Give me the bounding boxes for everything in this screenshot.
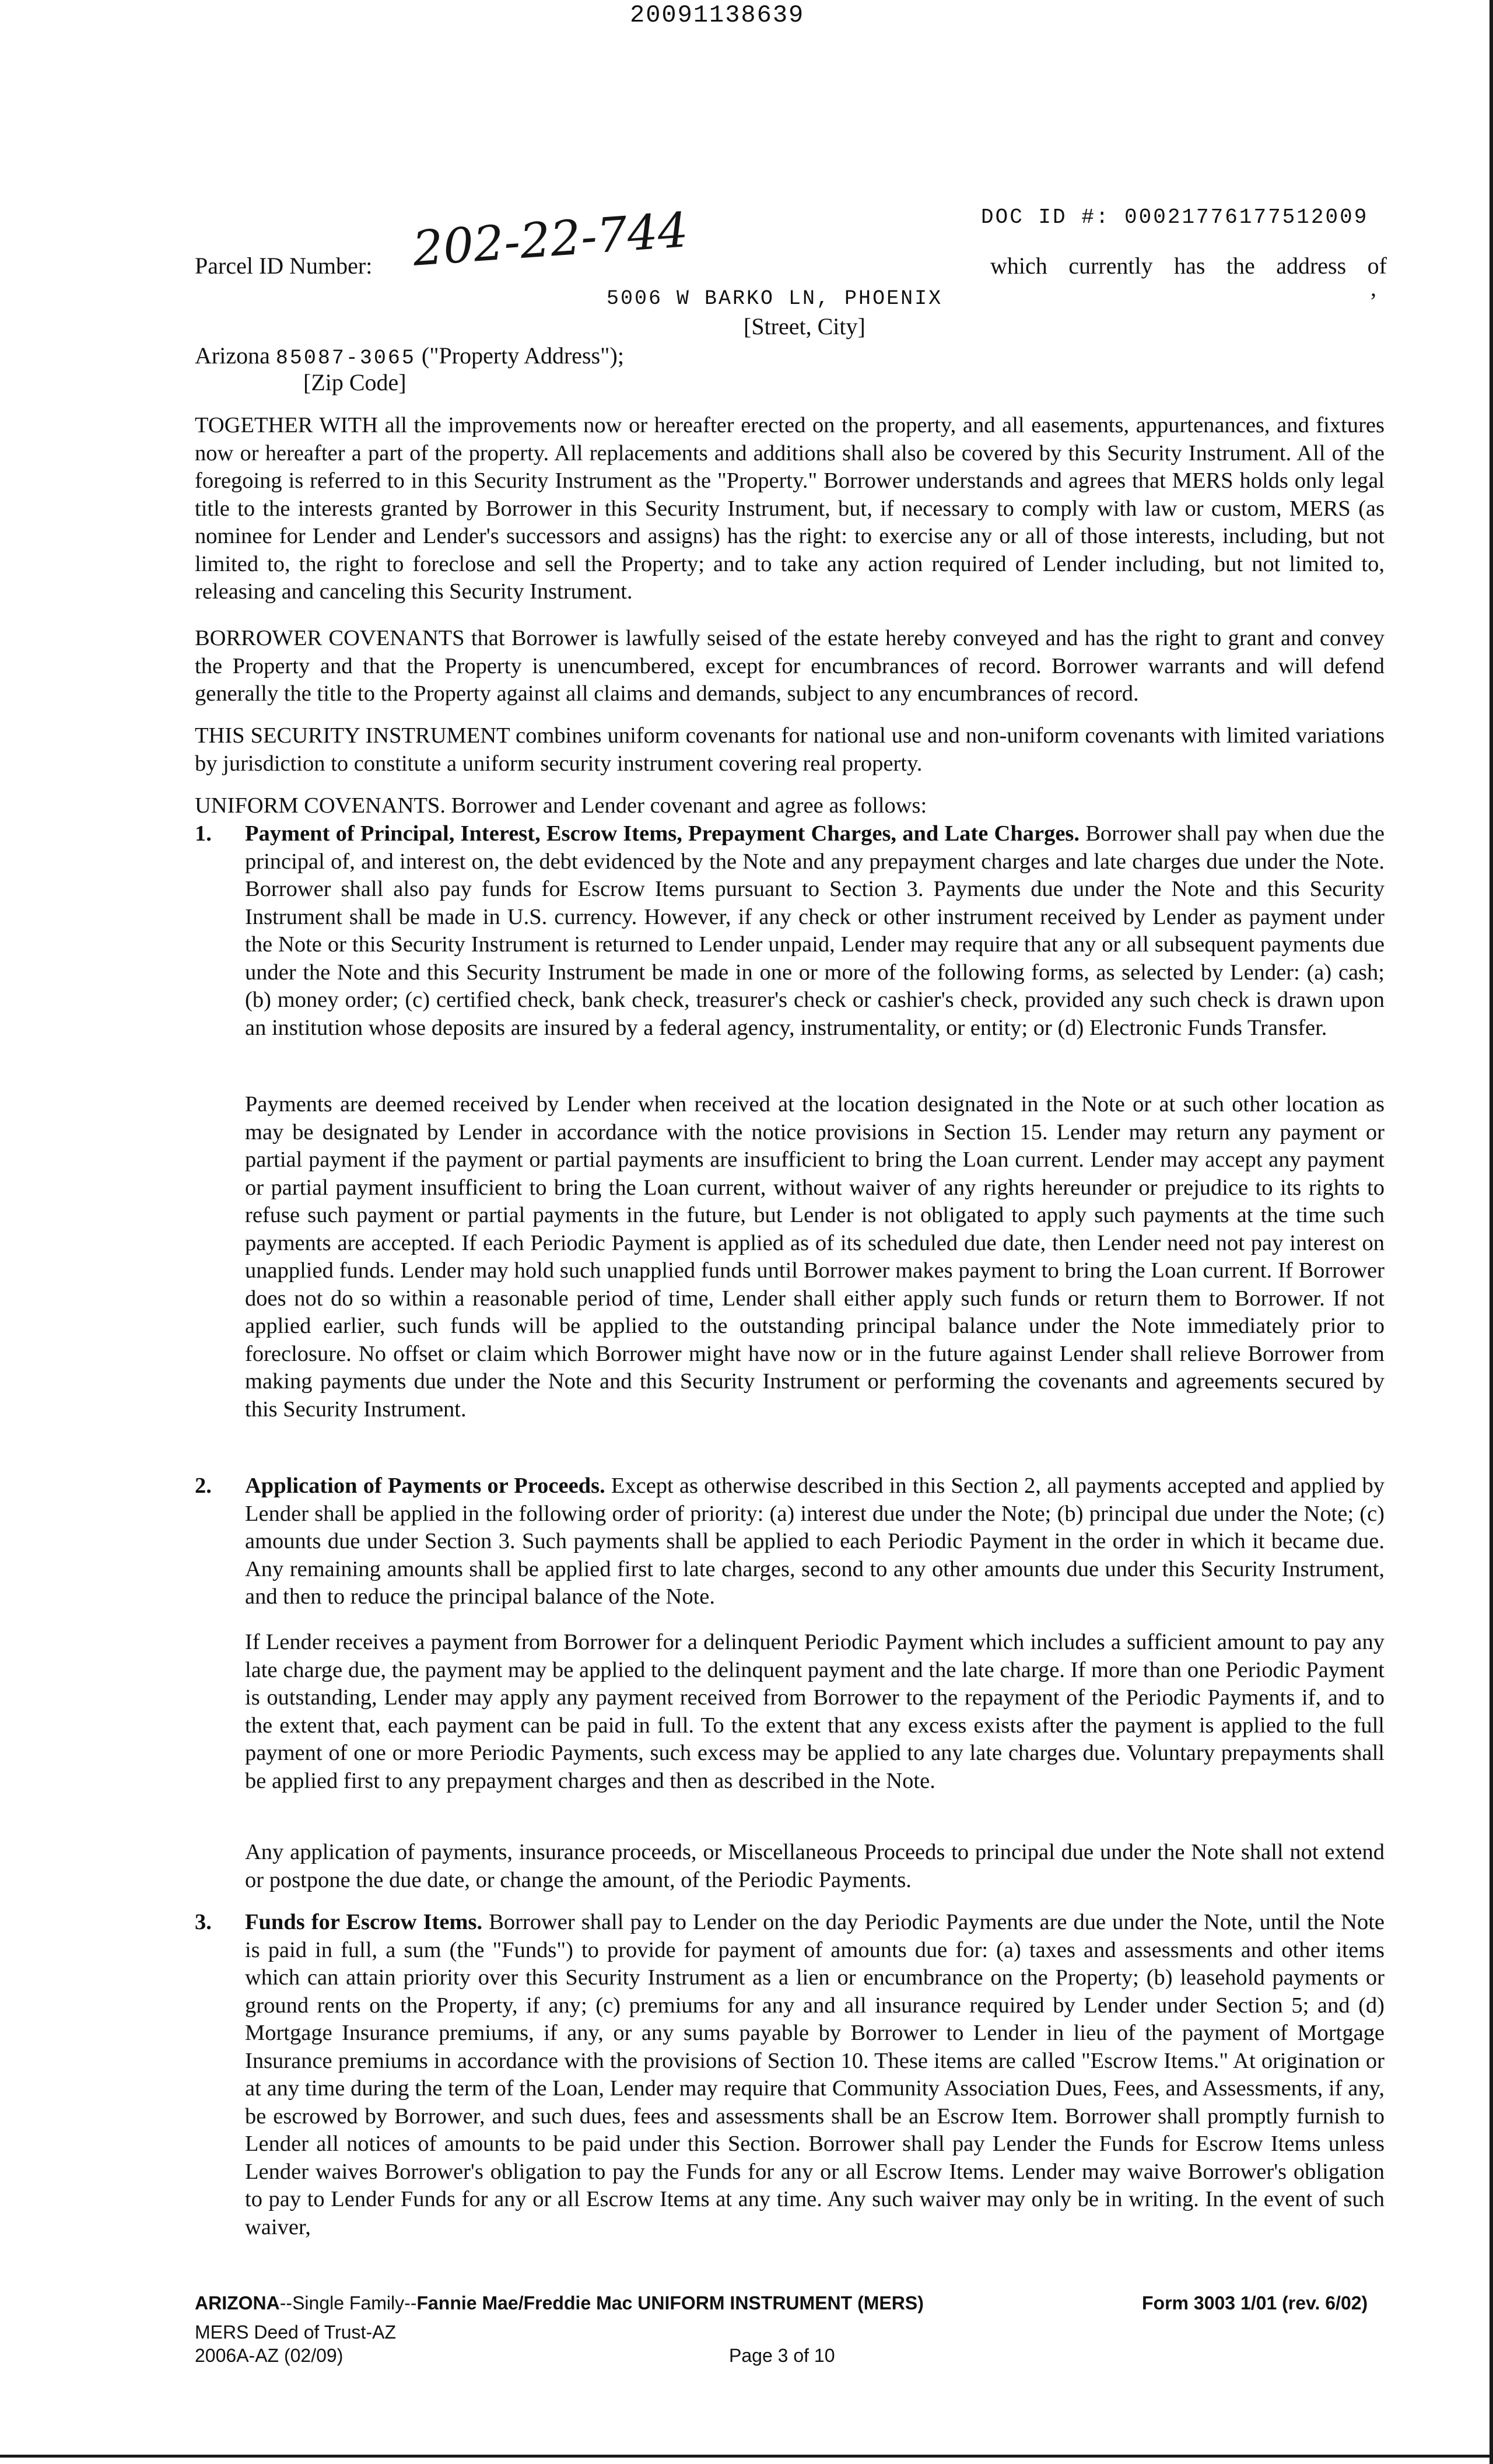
page-bottom-rule bbox=[0, 2455, 1493, 2458]
doc-id: DOC ID #: 00021776177512009 bbox=[981, 205, 1369, 229]
address-comma: , bbox=[1371, 275, 1376, 301]
footer-form-desc-2: Fannie Mae/Freddie Mac UNIFORM INSTRUMENT (MERS) bbox=[416, 2292, 924, 2314]
state-zip-line bbox=[195, 342, 624, 370]
street-city-value: 5006 W BARKO LN, PHOENIX bbox=[607, 287, 943, 310]
footer-form-number: Form 3003 1/01 (rev. 6/02) bbox=[1142, 2292, 1368, 2314]
section-2-text: Except as otherwise described in this Section 2, all payments accepted and applied by Lender shall be applied in the following order of priority: (a) interest due under the Note; (b) principal due under the Note; (c) amounts due under Section 3. Such payments shall be applied to each Periodic Payment in the order in which it became due. Any remaining amounts shall be applied first to late charges, second to any other amounts due under this Security Instrument, and then to reduce the principal balance of the Note. bbox=[245, 1474, 1385, 1609]
section-1-heading: Payment of Principal, Interest, Escrow Items, Prepayment Charges, and Late Charges. bbox=[245, 821, 1080, 846]
section-1-text: Borrower shall pay when due the principal of, and interest on, the debt evidenced by the Note and any prepayment charges and late charges due under the Note. Borrower shall also pay funds for Escrow Items pursuant to Section 3. Payments due under the Note and this Security Instrument shall be made in U.S. currency. However, if any check or other instrument received by Lender as payment under the Note or this Security Instrument is returned to Lender unpaid, Lender may require that any or all subsequent payments due under the Note and this Security Instrument be made in one or more of the following forms, as selected by Lender: (a) cash; (b) money order; (c) certified check, bank check, treasurer's check or cashier's check, provided any such check is drawn upon an institution whose deposits are insured by a federal agency, instrumentality, or entity; or (d) Electronic Funds Transfer. bbox=[245, 821, 1385, 1040]
recording-number: 20091138639 bbox=[630, 1, 805, 29]
section-1-paragraph-2: Payments are deemed received by Lender when received at the location designated in the Note or at such other location as may be designated by Lender in accordance with the notice provisions in Section 15. Lender may return any payment or partial payment if the payment or partial payments are insufficient to bring the Loan current. Lender may accept any payment or partial payment insufficient to bring the Loan current, without waiver of any rights hereunder or prejudice to its rights to refuse such payment or partial payments in the future, but Lender is not obligated to apply such payments at the time such payments are accepted. If each Periodic Payment is applied as of its scheduled due date, then Lender need not pay interest on unapplied funds. Lender may hold such unapplied funds until Borrower makes payment to bring the Loan current. If Borrower does not do so within a reasonable period of time, Lender shall either apply such funds or return them to Borrower. If not applied earlier, such funds will be applied to the outstanding principal balance under the Note immediately prior to foreclosure. No offset or claim which Borrower might have now or in the future against Lender shall relieve Borrower from making payments due under the Note and this Security Instrument or performing the covenants and agreements secured by this Security Instrument. bbox=[245, 1092, 1385, 1422]
footer-state: ARIZONA bbox=[195, 2292, 280, 2314]
footer-deed-title: MERS Deed of Trust-AZ bbox=[195, 2322, 396, 2343]
security-instrument-paragraph: THIS SECURITY INSTRUMENT combines uniform covenants for national use and non-uniform covenants with limited variations by jurisdiction to constitute a uniform security instrument covering real property. bbox=[195, 723, 1385, 776]
section-3-heading: Funds for Escrow Items. bbox=[245, 1910, 483, 1934]
parcel-id-label: Parcel ID Number: bbox=[195, 253, 373, 279]
property-address-label: ("Property Address"); bbox=[421, 342, 624, 369]
state-name: Arizona bbox=[195, 342, 270, 369]
section-2-paragraph-3: Any application of payments, insurance proceeds, or Miscellaneous Proceeds to principal due under the Note shall not extend or postpone the due date, or change the amount, of the Periodic Payments. bbox=[245, 1840, 1385, 1892]
zip-code-label: [Zip Code] bbox=[303, 369, 406, 396]
uniform-covenants-intro: UNIFORM COVENANTS. Borrower and Lender covenant and agree as follows: bbox=[195, 793, 927, 818]
section-3-paragraph-1 bbox=[245, 1909, 1385, 2241]
section-1-paragraph-1 bbox=[245, 820, 1385, 1042]
together-with-paragraph: TOGETHER WITH all the improvements now or hereafter erected on the property, and all easements, appurtenances, and fixtures now or hereafter a part of the property. All replacements and additions shall also be covered by this Security Instrument. All of the foregoing is referred to in this Security Instrument as the "Property." Borrower understands and agrees that MERS holds only legal title to the interests granted by Borrower in this Security Instrument, but, if necessary to comply with law or custom, MERS (as nominee for Lender and Lender's successors and assigns) has the right: to exercise any or all of those interests, including, but not limited to, the right to foreclose and sell the Property; and to take any action required of Lender including, but not limited to, releasing and canceling this Security Instrument. bbox=[195, 413, 1385, 604]
section-2-paragraph-1 bbox=[245, 1472, 1385, 1611]
page-edge bbox=[1490, 0, 1493, 2464]
section-2-paragraph-2: If Lender receives a payment from Borrower for a delinquent Periodic Payment which includes a sufficient amount to pay any late charge due, the payment may be applied to the delinquent payment and the late charge. If more than one Periodic Payment is outstanding, Lender may apply any payment received from Borrower to the repayment of the Periodic Payments if, and to the extent that, each payment can be paid in full. To the extent that any excess exists after the payment is applied to the full payment of one or more Periodic Payments, such excess may be applied to any late charges due. Voluntary prepayments shall be applied first to any prepayment charges and then as described in the Note. bbox=[245, 1630, 1385, 1793]
footer-page-number: Page 3 of 10 bbox=[729, 2345, 835, 2366]
section-2-heading: Application of Payments or Proceeds. bbox=[245, 1474, 605, 1498]
section-2-number: 2. bbox=[195, 1474, 212, 1498]
zip-value: 85087-3065 bbox=[275, 346, 416, 370]
borrower-covenants-paragraph: BORROWER COVENANTS that Borrower is lawfully seised of the estate hereby conveyed and has the right to grant and convey the Property and that the Property is unencumbered, except for encumbrances of record. Borrower warrants and will defend generally the title to the Property against all claims and demands, subject to any encumbrances of record. bbox=[195, 626, 1385, 706]
section-3-number: 3. bbox=[195, 1910, 212, 1934]
parcel-id-handwritten: 202-22-744 bbox=[411, 202, 690, 277]
footer-form-code: 2006A-AZ (02/09) bbox=[195, 2345, 344, 2366]
footer-form-title bbox=[195, 2292, 924, 2314]
address-of-label: which currently has the address of bbox=[990, 253, 1387, 279]
section-1-number: 1. bbox=[195, 821, 212, 846]
section-3-text: Borrower shall pay to Lender on the day Periodic Payments are due under the Note, until the Note is paid in full, a sum (the "Funds") to provide for payment of amounts due for: (a) taxes and assessments and other items which can attain priority over this Security Instrument as a lien or encumbrance on the Property; (b) leasehold payments or ground rents on the Property, if any; (c) premiums for any and all insurance required by Lender under Section 5; and (d) Mortgage Insurance premiums, if any, or any sums payable by Borrower to Lender in lieu of the payment of Mortgage Insurance premiums in accordance with the provisions of Section 10. These items are called "Escrow Items." At origination or at any time during the term of the Loan, Lender may require that Community Association Dues, Fees, and Assessments, if any, be escrowed by Borrower, and such dues, fees and assessments shall be an Escrow Item. Borrower shall promptly furnish to Lender all notices of amounts to be paid under this Section. Borrower shall pay Lender the Funds for Escrow Items unless Lender waives Borrower's obligation to pay the Funds for any or all Escrow Items. Lender may waive Borrower's obligation to pay to Lender Funds for any or all Escrow Items at any time. Any such waiver may only be in writing. In the event of such waiver, bbox=[245, 1910, 1385, 2239]
footer-form-desc-1: --Single Family-- bbox=[279, 2292, 417, 2314]
street-city-label: [Street, City] bbox=[744, 313, 865, 340]
